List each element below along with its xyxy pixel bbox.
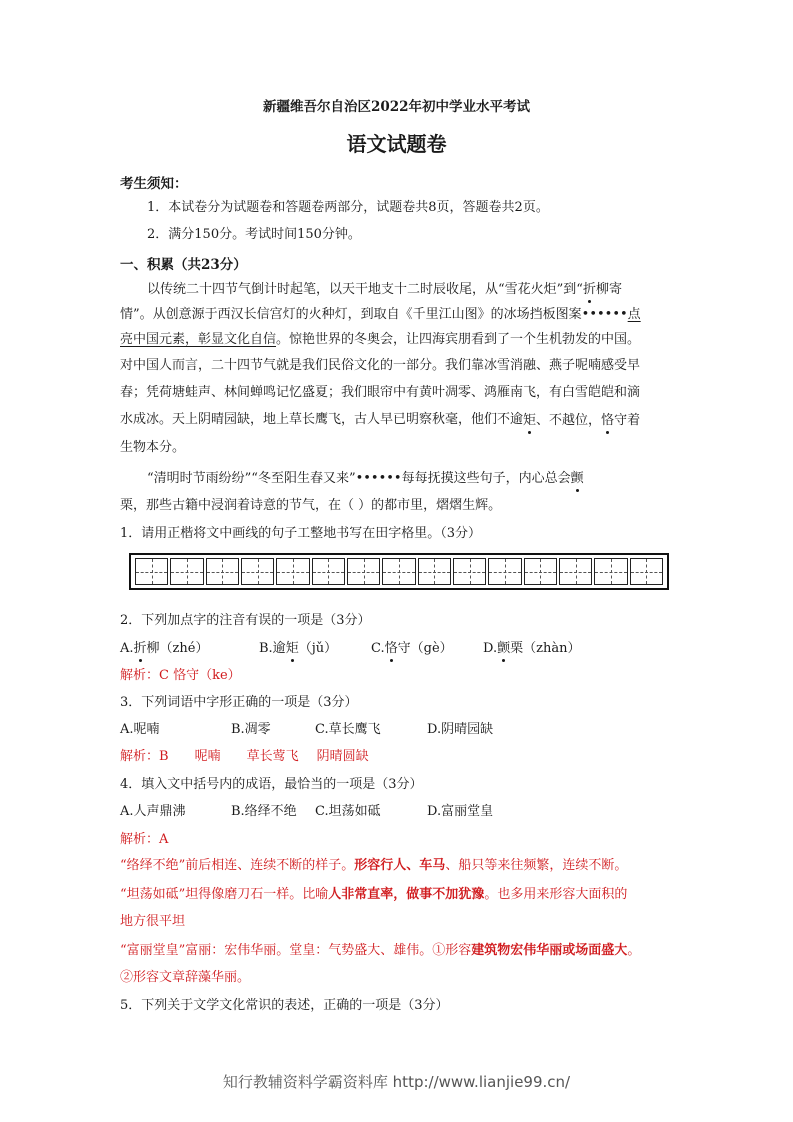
answer-4: 解析：A [120,832,169,847]
explanation-line: “富丽堂皇”富丽：宏伟华丽。堂皇：气势盛大、雄伟。①形容建筑物宏伟华丽或场面盛大。 [120,943,641,958]
option-b: B.络绎不绝 [231,804,297,819]
section-heading: 一、积累（共23分） [120,257,247,273]
dotted-char: 恪 [601,413,615,428]
exam-subtitle: 新疆维吾尔自治区2022年初中学业水平考试 [262,99,531,115]
grid-cell[interactable] [241,558,274,585]
grid-cell[interactable] [630,558,663,585]
option-d: D.富丽堂皇 [427,804,494,819]
passage-line: 生物本分。 [120,440,186,455]
option-c: C.恪守（gè） [371,641,453,656]
underlined-sentence: 亮中国元素，彰显文化自信 [120,332,277,347]
grid-cell[interactable] [206,558,239,585]
dotted-char: 矩 [523,413,537,428]
notice-item-1: 1．本试卷分为试题卷和答题卷两部分，试题卷共8页，答题卷共2页。 [147,200,549,215]
option-a: A.折柳（zhé） [120,641,209,656]
passage-line: 对中国人而言，二十四节气就是我们民俗文化的一部分。我们靠冰雪消融、燕子呢喃感受早 [120,358,641,373]
dotted-char: 颤 [570,471,584,486]
grid-cell[interactable] [347,558,380,585]
explanation-line: 地方很平坦 [120,914,186,929]
option-c: C.坦荡如砥 [315,804,381,819]
grid-cell[interactable] [453,558,486,585]
option-a: A.人声鼎沸 [120,804,186,819]
passage-line: 亮中国元素，彰显文化自信。惊艳世界的冬奥会，让四海宾朋看到了一个生机勃发的中国。 [120,332,641,347]
explanation-line: ②形容文章辞藻华丽。 [120,970,251,985]
explanation-line: “坦荡如砥”坦得像磨刀石一样。比喻人非常直率，做事不加犹豫。也多用来形容大面积的 [120,887,628,902]
exam-title: 语文试题卷 [346,132,447,156]
option-a: A.呢喃 [120,722,160,737]
grid-cell[interactable] [559,558,592,585]
grid-cell[interactable] [135,558,168,585]
passage-line: 水成冰。天上阴晴园缺，地上草长鹰飞，古人早已明察秋毫，他们不逾 [120,412,524,427]
grid-cell[interactable] [170,558,203,585]
option-b: B.凋零 [231,722,271,737]
option-c: C.草长鹰飞 [315,722,381,737]
tianzige-grid[interactable] [129,553,669,590]
question-1-stem: 1．请用正楷将文中画线的句子工整地书写在田字格里。（3分） [120,526,482,541]
question-2-stem: 2．下列加点字的注音有误的一项是（3分） [120,613,371,628]
grid-cell[interactable] [382,558,415,585]
grid-cell[interactable] [524,558,557,585]
grid-cell[interactable] [312,558,345,585]
passage-line: 春；凭荷塘蛙声、林间蝉鸣记忆盛夏；我们眼帘中有黄叶凋零、鸿雁南飞，有白雪皑皑和滴 [120,385,641,400]
grid-cell[interactable] [488,558,521,585]
answer-2: 解析：C 恪守（ke） [120,668,241,683]
explanation-line: “络绎不绝”前后相连、连续不断的样子。形容行人、车马、船只等来往频繁，连续不断。 [120,858,628,873]
passage-line: “清明时节雨纷纷”“冬至阳生春又来”••••••每每抚摸这些句子，内心总会颤 [147,471,584,486]
dotted-char: 折 [582,282,596,297]
footer-watermark: 知行教辅资料学霸资料库 http://www.lianjie99.cn/ [222,1073,571,1091]
grid-cell[interactable] [418,558,451,585]
question-3-stem: 3．下列词语中字形正确的一项是（3分） [120,695,358,710]
grid-cell[interactable] [594,558,627,585]
passage-line: 以传统二十四节气倒计时起笔，以天干地支十二时辰收尾，从“雪花火炬”到“折柳寄 [147,282,622,297]
question-4-stem: 4．填入文中括号内的成语，最恰当的一项是（3分） [120,777,423,792]
option-d: D.颤栗（zhàn） [483,641,581,656]
grid-cell[interactable] [276,558,309,585]
option-b: B.逾矩（jǔ） [259,641,338,656]
underlined-sentence: 点 [627,307,641,322]
notice-item-2: 2．满分150分。考试时间150分钟。 [147,227,361,242]
notice-heading: 考生须知： [120,176,188,192]
question-5-stem: 5．下列关于文学文化常识的表述，正确的一项是（3分） [120,998,449,1013]
passage-line: 矩、不越位，恪守着 [523,413,641,428]
passage-line: 栗，那些古籍中浸润着诗意的节气，在（ ）的都市里，熠熠生辉。 [120,498,502,513]
answer-3: 解析：B 呢喃 草长莺飞 阴晴圆缺 [120,749,369,764]
option-d: D.阴晴园缺 [427,722,494,737]
passage-line: 情”。从创意源于西汉长信宫灯的火种灯，到取自《千里江山图》的冰场挡板图案••••••点 [120,307,641,322]
